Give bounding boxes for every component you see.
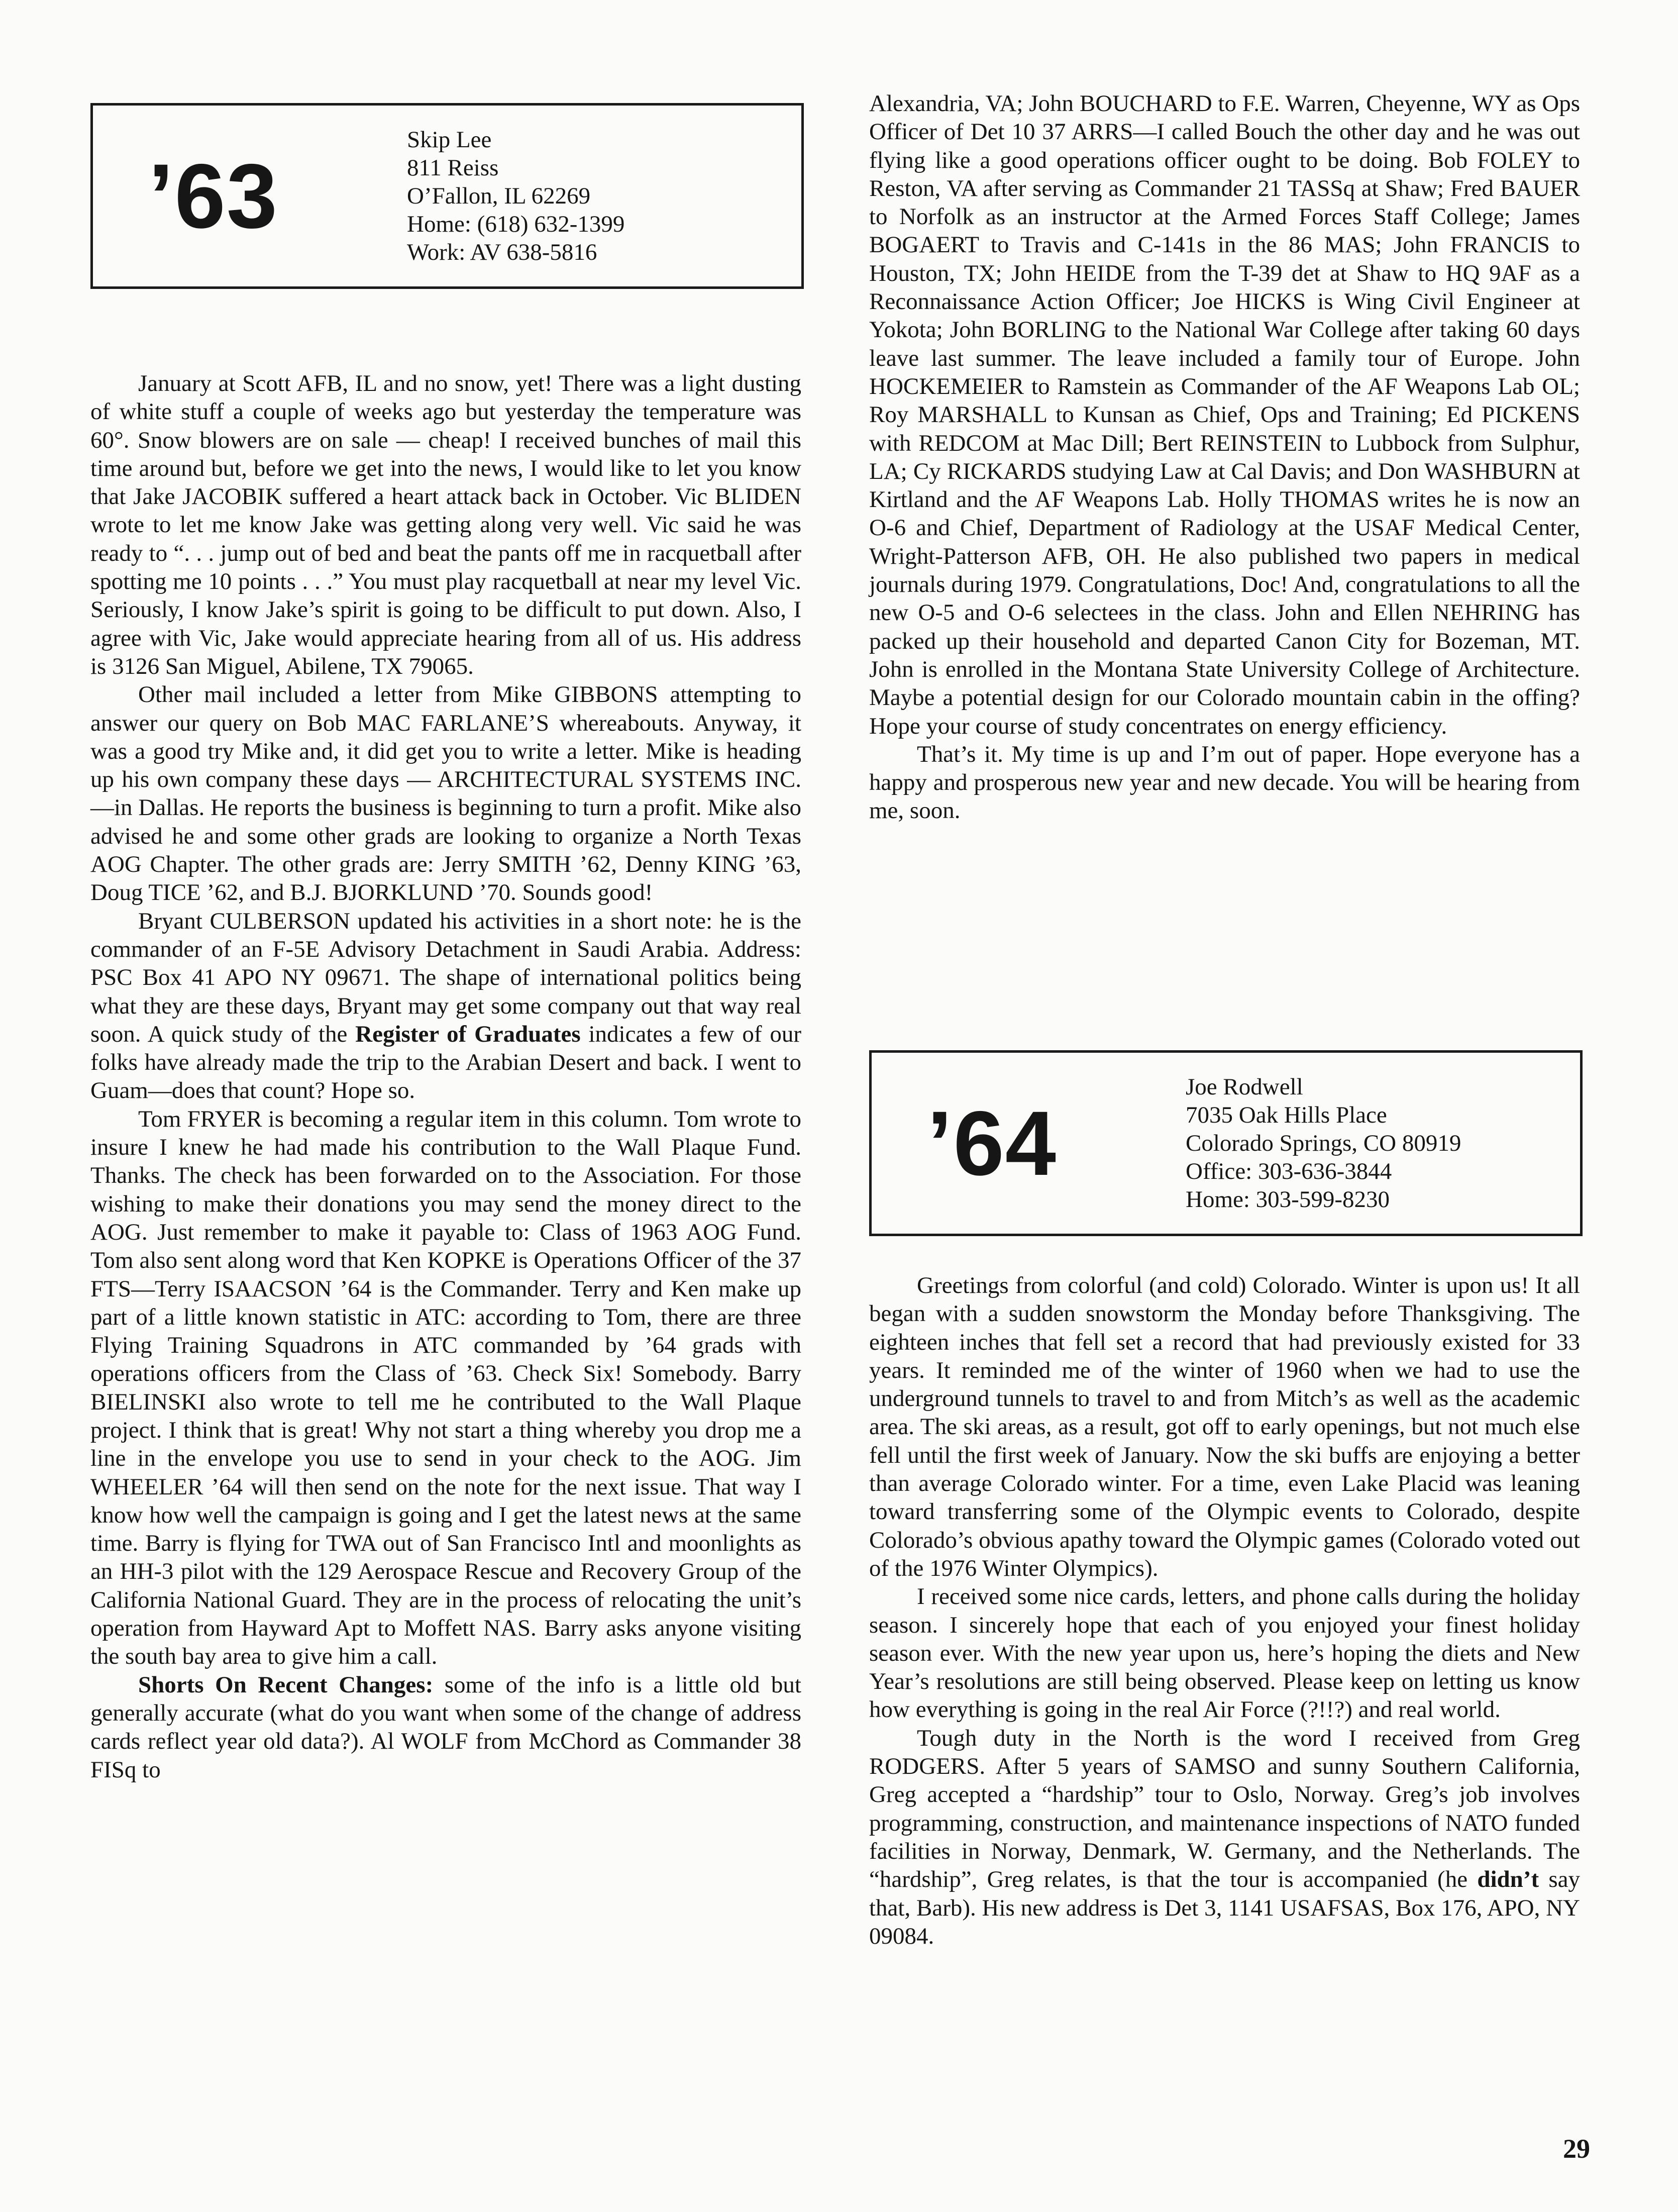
paragraph: Tom FRYER is becoming a regular item in this column. Tom wrote to insure I knew he had made his contribution to the Wall Plaque Fund. Thanks. The check has been forwarded on to the Association. For those wishing to make their donations you may send the money direct to the AOG. Just remember to make it payable to: Class of 1963 AOG Fund. Tom also sent along word that Ken KOPKE is Operations Officer of the 37 FTS—Terry ISAACSON ’64 is the Commander. Terry and Ken make up part of a little known statistic in ATC: according to Tom, there are three Flying Training Squadrons in ATC commanded by ’64 grads with operations officers from the Class of ’63. Check Six! Somebody. Barry BIELINSKI also wrote to tell me he contributed to the Wall Plaque project. I think that is great! Why not start a thing whereby you drop me a line in the envelope you use to send in your check to the AOG. Jim WHEELER ’64 will then send on the note for the next issue. That way I know how well the campaign is going and I get the latest news at the same time. Barry is flying for TWA out of San Francisco Intl and moonlights as an HH-3 pilot with the 129 Aerospace Rescue and Recovery Group of the California National Guard. They are in the process of relocating the unit’s operation from Hayward Apt to Moffett NAS. Barry asks anyone visiting the south bay area to give him a call. [90,1105,801,1670]
scribe-city: O’Fallon, IL 62269 [407,183,591,209]
scribe-street: 811 Reiss [407,155,499,181]
scribe-office-phone: Office: 303-636-3844 [1186,1158,1392,1184]
class-63-header [90,103,804,289]
paragraph: Bryant CULBERSON updated his activities in a short note: he is the commander of an F-5E Advisory Detachment in Saudi Arabia. Address: PSC Box 41 APO NY 09671. The shape of international politics being what they are these days, Bryant may get some company out that way real soon. A quick study of the Register of Graduates indicates a few of our folks have already made the trip to the Arabian Desert and back. I went to Guam—does that count? Hope so. [90,908,801,1104]
scribe-name: Skip Lee [407,127,492,153]
scribe-address-64 [1186,1073,1461,1214]
scribe-home-phone: Home: 303-599-8230 [1186,1186,1390,1213]
scribe-home-phone: Home: (618) 632-1399 [407,211,625,237]
class-64-header [869,1050,1583,1236]
class-year-63: ’63 [148,145,279,247]
paragraph: Shorts On Recent Changes: some of the info is a little old but generally accurate (what do you want when some of the change of address cards reflect year old data?). Al WOLF from McChord as Commander 38 FISq to [90,1671,801,1783]
scribe-address-63 [407,126,624,266]
paragraph: January at Scott AFB, IL and no snow, yet! There was a light dusting of white stuff a couple of weeks ago but yesterday the temperature was 60°. Snow blowers are on sale — cheap! I received bunches of mail this time around but, before we get into the news, I would like to let you know that Jake JACOBIK suffered a heart attack back in October. Vic BLIDEN wrote to let me know Jake was getting along very well. Vic said he was ready to “. . . jump out of bed and beat the pants off me in racquetball after spotting me 10 points . . .” You must play racquetball at near my level Vic. Seriously, I know Jake’s spirit is going to be difficult to put down. Also, I agree with Vic, Jake would appreciate hearing from all of us. His address is 3126 San Miguel, Abilene, TX 79065. [90,370,801,679]
paragraph: Tough duty in the North is the word I received from Greg RODGERS. After 5 years of SAMSO and sunny Southern California, Greg accepted a “hardship” tour to Oslo, Norway. Greg’s job involves programming, construction, and maintenance inspections of NATO funded facilities in Norway, Denmark, W. Germany, and the Netherlands. The “hardship”, Greg relates, is that the tour is accompanied (he didn’t say that, Barb). His new address is Det 3, 1141 USAFSAS, Box 176, APO, NY 09084. [869,1725,1581,1949]
didnt-emphasis: didn’t [1477,1866,1539,1893]
paragraph: I received some nice cards, letters, and phone calls during the holiday season. I sincerely hope that each of you enjoyed your finest holiday season ever. With the new year upon us, here’s hoping the diets and New Year’s resolutions are still being observed. Please keep on letting us know how everything is going in the real Air Force (?!!?) and real world. [869,1583,1580,1723]
class-63-continued-text [869,89,1580,825]
scribe-name: Joe Rodwell [1186,1074,1303,1100]
register-of-graduates: Register of Graduates [355,1021,581,1047]
page-number: 29 [1563,2134,1590,2164]
paragraph: Greetings from colorful (and cold) Colorado. Winter is upon us! It all began with a sudden snowstorm the Monday before Thanksgiving. The eighteen inches that fell set a record that had previously existed for 33 years. It reminded me of the winter of 1960 when we had to use the underground tunnels to travel to and from Mitch’s as well as the academic area. The ski areas, as a result, got off to early openings, but not much else fell until the first week of January. Now the ski buffs are enjoying a better than average Colorado winter. For a time, even Lake Placid was leaning toward transferring some of the Olympic events to Colorado, despite Colorado’s obvious apathy toward the Olympic games (Colorado voted out of the 1976 Winter Olympics). [869,1272,1580,1581]
scribe-city: Colorado Springs, CO 80919 [1186,1130,1461,1156]
class-64-column-text [869,1271,1580,1950]
paragraph: Alexandria, VA; John BOUCHARD to F.E. Warren, Cheyenne, WY as Ops Officer of Det 10 37 ARRS—I called Bouch the other day and he was out flying like a good operations officer ought to be doing. Bob FOLEY to Reston, VA after serving as Commander 21 TASSq at Shaw; Fred BAUER to Norfolk as an instructor at the Armed Forces Staff College; James BOGAERT to Travis and C-141s in the 86 MAS; John FRANCIS to Houston, TX; John HEIDE from the T-39 det at Shaw to HQ 9AF as a Reconnaissance Action Officer; Joe HICKS is Wing Civil Engineer at Yokota; John BORLING to the National War College after taking 60 days leave last summer. The leave included a family tour of Europe. John HOCKEMEIER to Ramstein as Commander of the AF Weapons Lab OL; Roy MARSHALL to Kunsan as Chief, Ops and Training; Ed PICKENS with REDCOM at Mac Dill; Bert REINSTEIN to Lubbock from Sulphur, LA; Cy RICKARDS studying Law at Cal Davis; and Don WASHBURN at Kirtland and the AF Weapons Lab. Holly THOMAS writes he is now an O-6 and Chief, Department of Radiology at the USAF Medical Center, Wright-Patterson AFB, OH. He also published two papers in medical journals during 1979. Congratulations, Doc! And, congratulations to all the new O-5 and O-6 selectees in the class. John and Ellen NEHRING has packed up their household and departed Canon City for Bozeman, MT. John is enrolled in the Montana State University College of Architecture. Maybe a potential design for our Colorado mountain cabin in the offing? Hope your course of study concentrates on energy efficiency. [869,90,1580,739]
class-63-column-text [90,369,801,1784]
scribe-work-phone: Work: AV 638-5816 [407,239,597,265]
class-year-64: ’64 [927,1092,1058,1194]
paragraph: That’s it. My time is up and I’m out of paper. Hope everyone has a happy and prosperous new year and new decade. You will be hearing from me, soon. [869,741,1580,824]
shorts-heading: Shorts On Recent Changes: [138,1671,434,1698]
paragraph: Other mail included a letter from Mike GIBBONS attempting to answer our query on Bob MAC FARLANE’S whereabouts. Anyway, it was a good try Mike and, it did get you to write a letter. Mike is heading up his own company these days — ARCHITECTURAL SYSTEMS INC.—in Dallas. He reports the business is beginning to turn a profit. Mike also advised he and some other grads are looking to organize a North Texas AOG Chapter. The other grads are: Jerry SMITH ’62, Denny KING ’63, Doug TICE ’62, and B.J. BJORKLUND ’70. Sounds good! [90,681,801,906]
scribe-street: 7035 Oak Hills Place [1186,1102,1387,1128]
